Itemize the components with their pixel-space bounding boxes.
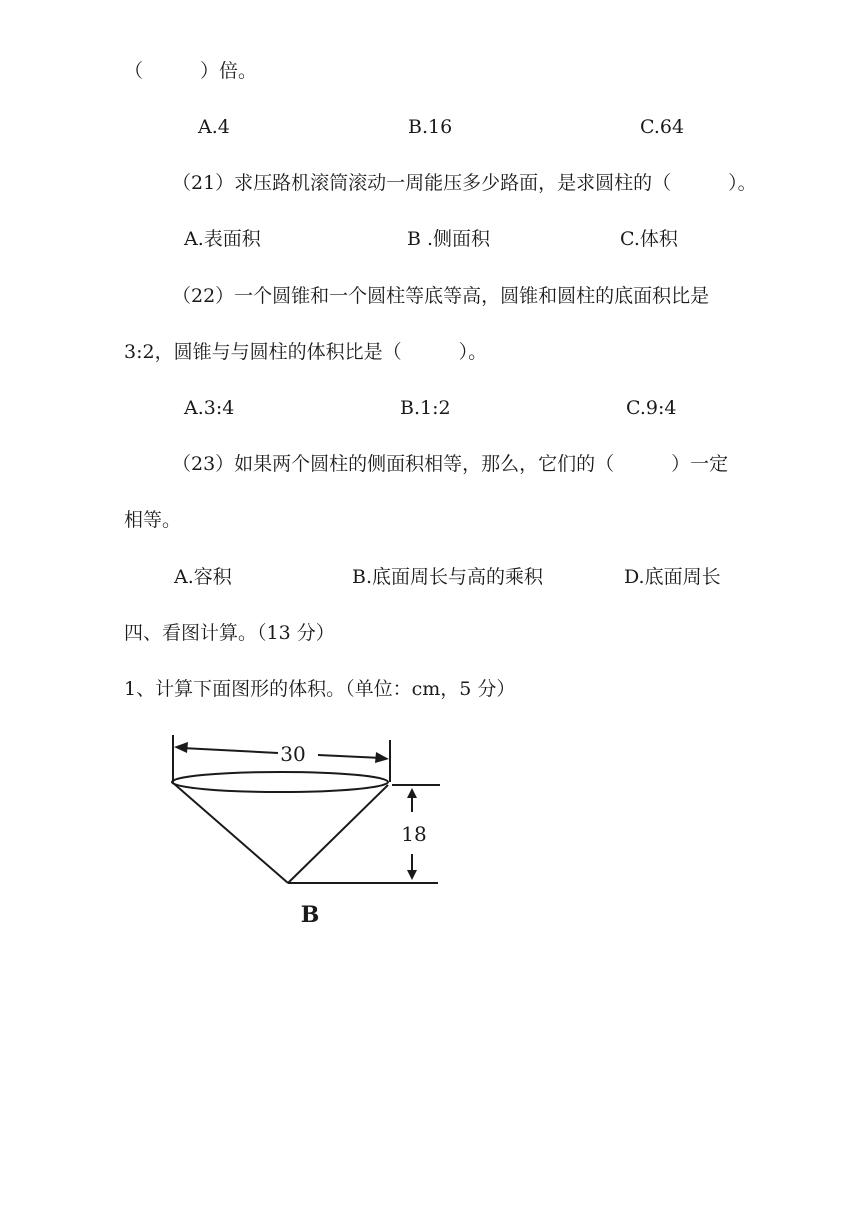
q23-option-d: D.底面周长 [624, 566, 721, 588]
q23-option-b: B.底面周长与高的乘积 [352, 566, 544, 588]
cone-figure [160, 730, 460, 930]
q21-option-c: C.体积 [620, 228, 678, 250]
q21-option-b: B .侧面积 [407, 228, 491, 250]
q20-option-a: A.4 [198, 116, 230, 138]
diameter-arrow-right [318, 755, 382, 758]
height-label: 18 [401, 822, 427, 846]
q23-option-a: A.容积 [174, 566, 232, 588]
q22-option-b: B.1:2 [400, 397, 451, 419]
q23-question-line1: （23）如果两个圆柱的侧面积相等，那么，它们的（ ）一定 [172, 453, 729, 475]
figure-caption: B [300, 902, 320, 928]
q23-question-line2: 相等。 [124, 509, 182, 531]
section4-item1-text: 1、计算下面图形的体积。（单位：cm，5 分） [124, 678, 516, 700]
q20-option-c: C.64 [640, 116, 685, 138]
section4-title: 四、看图计算。（13 分） [124, 622, 335, 644]
q22-option-a: A.3:4 [184, 397, 235, 419]
arrowhead-down [407, 870, 417, 880]
arrowhead-left [174, 742, 188, 753]
cone-right-side [288, 785, 388, 883]
q22-question-line2: 3:2，圆锥与与圆柱的体积比是（ ）。 [124, 341, 488, 363]
arrowhead-right [375, 752, 389, 763]
q22-option-c: C.9:4 [626, 397, 677, 419]
q21-question-text: （21）求压路机滚筒滚动一周能压多少路面，是求圆柱的（ ）。 [172, 172, 757, 194]
q20-tail-text: （ ）倍。 [124, 60, 258, 82]
cone-diagram [160, 730, 460, 930]
cone-left-side [172, 782, 288, 883]
q21-option-a: A.表面积 [184, 228, 261, 250]
q20-option-b: B.16 [408, 116, 453, 138]
diameter-label: 30 [280, 742, 306, 766]
q22-question-line1: （22）一个圆锥和一个圆柱等底等高，圆锥和圆柱的底面积比是 [172, 285, 710, 307]
cone-base-ellipse [172, 772, 388, 792]
diameter-arrow-left [182, 748, 278, 753]
arrowhead-up [407, 788, 417, 798]
